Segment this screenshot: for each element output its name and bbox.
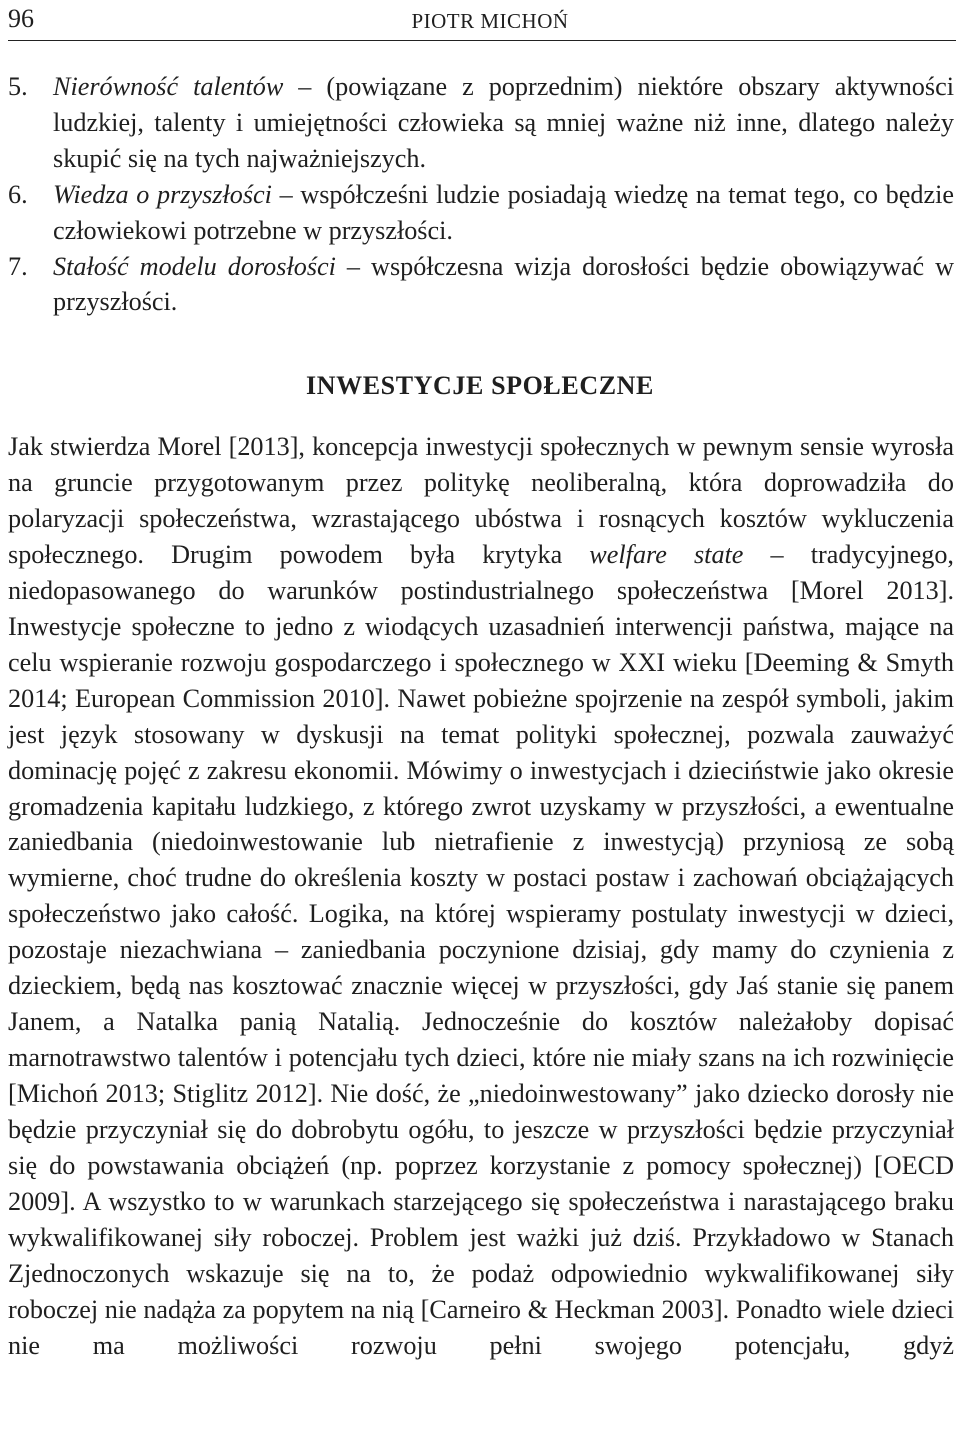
page-header (8, 2, 952, 38)
list-item (8, 177, 954, 249)
list-number: 7. (8, 251, 28, 281)
body-paragraph (8, 429, 954, 1364)
body-text-part: Jak stwierdza Morel [2013], koncepcja inwestycji społecznych w pewnym sensie wyrosła na gruncie przygotowanym przez politykę neoliberalną, która doprowadziła do polaryzacji społeczeństwa, wzrastającego ubóstwa i rosnących kosztów wykluczenia społecznego. Drugim powodem była krytyka (8, 432, 954, 569)
list-term: Nierówność talentów (53, 72, 284, 101)
list-number: 5. (8, 72, 28, 101)
list-number: 6. (8, 179, 28, 209)
list-item (8, 249, 954, 321)
section-title: INWESTYCJE SPOŁECZNE (306, 371, 654, 400)
body-text-part: – tradycyjnego, niedopasowanego do warunków postindustrialnego społeczeństwa [Morel 2013]. Inwestycje społeczne to jedno z wiodących uzasadnień interwencji państwa, mające na celu wspieranie rozwoju gospodarczego i społecznego w XXI wieku [Deeming & Smyth 2014; European Commission 2010]. Nawet pobieżne spojrzenie na zespół symboli, jakim jest język stosowany w dyskusji na temat polityki społecznej, pozwala zauważyć dominację pojęć z zakresu ekonomii. Mówimy o inwestycjach i dzieciństwie jako okresie gromadzenia kapitału ludzkiego, z którego zwrot uzyskamy w przyszłości, a ewentualne zaniedbania (niedoinwestowanie lub nietrafienie z inwestycją) przyniosą ze sobą wymierne, choć trudne do określenia koszty w postaci postaw i zachowań obciążających społeczeństwo jako całość. Logika, na której wspieramy postulaty inwestycji w dzieci, pozostaje niezachwiana – zaniedbania poczynione dzisiaj, gdy mamy do czynienia z dzieckiem, będą nas kosztować znacznie więcej w przyszłości, gdy Jaś stanie się panem Janem, a Natalka panią Natalią. Jednocześnie do kosztów należałoby dopisać marnotrawstwo talentów i potencjału tych dzieci, które nie miały szans na ich rozwinięcie [Michoń 2013; Stiglitz 2012]. Nie dość, że „niedoinwestowany” jako dziecko dorosły nie będzie przyczyniał się do dobrobytu ogółu, to jeszcze w przyszłości będzie przyczyniał się do powstawania obciążeń (np. poprzez korzystanie z pomocy społecznej) [OECD 2009]. A wszystko to w warunkach starzejącego się społeczeństwa i narastającego braku wykwalifikowanej siły roboczej. Problem jest ważki już dziś. Przykładowo w Stanach Zjednoczonych wskazuje się na to, że podaż odpowiednio wykwalifikowanej siły roboczej nie nadąża za popytem na nią [Carneiro & Heckman 2003]. Ponadto wiele dzieci nie ma możliwości rozwoju pełni swojego potencjału, gdyż (8, 539, 954, 1360)
list-text: – (powiązane z poprzednim) niektóre obszary aktywności ludzkiej, talenty i umiejętności człowieka są mniej ważne niż inne, dlatego należy skupić się na tych najważniejszych. (53, 72, 954, 173)
list-text: – współcześni ludzie posiadają wiedzę na temat tego, co będzie człowiekowi potrzebne w przyszłości. (53, 179, 954, 245)
numbered-list (8, 69, 954, 320)
list-item (8, 69, 954, 177)
body-italic-term: welfare state (589, 539, 744, 569)
running-head: PIOTR MICHOŃ (411, 9, 569, 33)
list-text: – współczesna wizja dorosłości będzie obowiązywać w przyszłości. (53, 251, 955, 317)
list-term: Wiedza o przyszłości (53, 179, 272, 209)
page-number: 96 (8, 4, 34, 33)
list-term: Stałość modelu dorosłości (53, 251, 336, 281)
header-rule (8, 40, 956, 41)
